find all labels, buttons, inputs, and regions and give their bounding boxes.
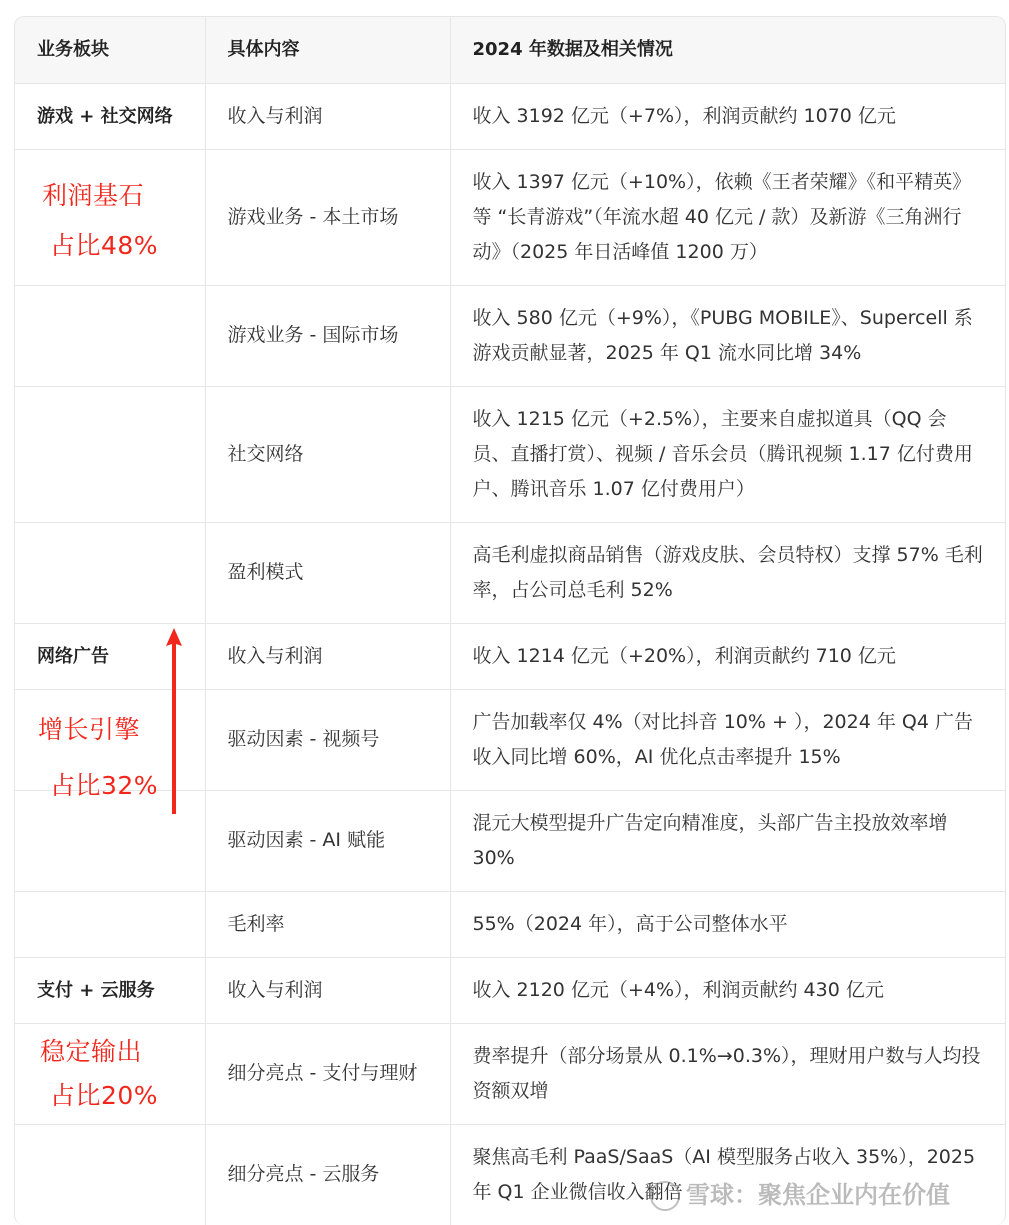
table-row <box>15 957 1005 1023</box>
table-row <box>15 149 1005 285</box>
item-cell: 收入与利润 <box>205 623 450 689</box>
segment-cell <box>15 1124 205 1225</box>
segment-cell <box>15 149 205 285</box>
table-header-row <box>15 17 1005 83</box>
item-cell: 游戏业务 - 本土市场 <box>205 149 450 285</box>
header-content: 具体内容 <box>205 17 450 83</box>
header-segment: 业务板块 <box>15 17 205 83</box>
annotation-profit-cornerstone: 利润基石 <box>42 181 145 210</box>
table-row <box>15 1023 1005 1124</box>
segment-cell: 支付 + 云服务 <box>15 957 205 1023</box>
annotation-share-48: 占比48% <box>50 231 159 260</box>
item-cell: 细分亮点 - 支付与理财 <box>205 1023 450 1124</box>
annotation-stable-output: 稳定输出 <box>40 1037 143 1066</box>
item-cell: 细分亮点 - 云服务 <box>205 1124 450 1225</box>
detail-cell: 高毛利虚拟商品销售（游戏皮肤、会员特权）支撑 57% 毛利率，占公司总毛利 52% <box>450 522 1005 623</box>
data-table-container <box>14 16 1006 1225</box>
detail-cell: 收入 580 亿元（+9%），《PUBG MOBILE》、Supercell 系游戏贡献显著，2025 年 Q1 流水同比增 34% <box>450 285 1005 386</box>
table-row <box>15 891 1005 957</box>
item-cell: 驱动因素 - 视频号 <box>205 689 450 790</box>
item-cell: 游戏业务 - 国际市场 <box>205 285 450 386</box>
red-up-arrow-icon <box>160 624 190 816</box>
detail-cell: 收入 2120 亿元（+4%），利润贡献约 430 亿元 <box>450 957 1005 1023</box>
segment-cell <box>15 522 205 623</box>
detail-cell: 费率提升（部分场景从 0.1%→0.3%），理财用户数与人均投资额双增 <box>450 1023 1005 1124</box>
detail-cell: 广告加载率仅 4%（对比抖音 10% + ），2024 年 Q4 广告收入同比增 60%，AI 优化点击率提升 15% <box>450 689 1005 790</box>
segment-cell <box>15 891 205 957</box>
detail-cell: 收入 3192 亿元（+7%），利润贡献约 1070 亿元 <box>450 83 1005 149</box>
annotation-growth-engine: 增长引擎 <box>38 715 141 744</box>
segment-cell <box>15 386 205 522</box>
item-cell: 收入与利润 <box>205 957 450 1023</box>
detail-cell: 收入 1215 亿元（+2.5%），主要来自虚拟道具（QQ 会员、直播打赏）、视频 / 音乐会员（腾讯视频 1.17 亿付费用户、腾讯音乐 1.07 亿付费用户） <box>450 386 1005 522</box>
watermark-text: 雪球：聚焦企业内在价值 <box>686 1181 950 1209</box>
detail-cell: 55%（2024 年），高于公司整体水平 <box>450 891 1005 957</box>
business-table <box>15 17 1005 1225</box>
segment-cell <box>15 285 205 386</box>
table-row <box>15 83 1005 149</box>
item-cell: 社交网络 <box>205 386 450 522</box>
detail-cell: 收入 1214 亿元（+20%），利润贡献约 710 亿元 <box>450 623 1005 689</box>
header-data: 2024 年数据及相关情况 <box>472 39 673 61</box>
annotation-share-32: 占比32% <box>50 771 159 800</box>
table-row <box>15 386 1005 522</box>
snowball-logo-icon <box>650 1181 680 1211</box>
table-row <box>15 285 1005 386</box>
detail-cell: 聚焦高毛利 PaaS/SaaS（AI 模型服务占收入 35%），2025 年 Q1 企业微信收入翻倍 <box>450 1124 1005 1225</box>
segment-cell: 网络广告 <box>15 623 205 689</box>
table-row <box>15 522 1005 623</box>
item-cell: 盈利模式 <box>205 522 450 623</box>
detail-cell: 收入 1397 亿元（+10%），依赖《王者荣耀》《和平精英》等 “长青游戏”（年流水超 40 亿元 / 款）及新游《三角洲行动》（2025 年日活峰值 1200 万） <box>450 149 1005 285</box>
watermark <box>650 1175 950 1211</box>
item-cell: 毛利率 <box>205 891 450 957</box>
detail-cell: 混元大模型提升广告定向精准度，头部广告主投放效率增 30% <box>450 790 1005 891</box>
item-cell: 驱动因素 - AI 赋能 <box>205 790 450 891</box>
segment-cell: 游戏 + 社交网络 <box>15 83 205 149</box>
item-cell: 收入与利润 <box>205 83 450 149</box>
annotation-share-20: 占比20% <box>50 1081 159 1110</box>
